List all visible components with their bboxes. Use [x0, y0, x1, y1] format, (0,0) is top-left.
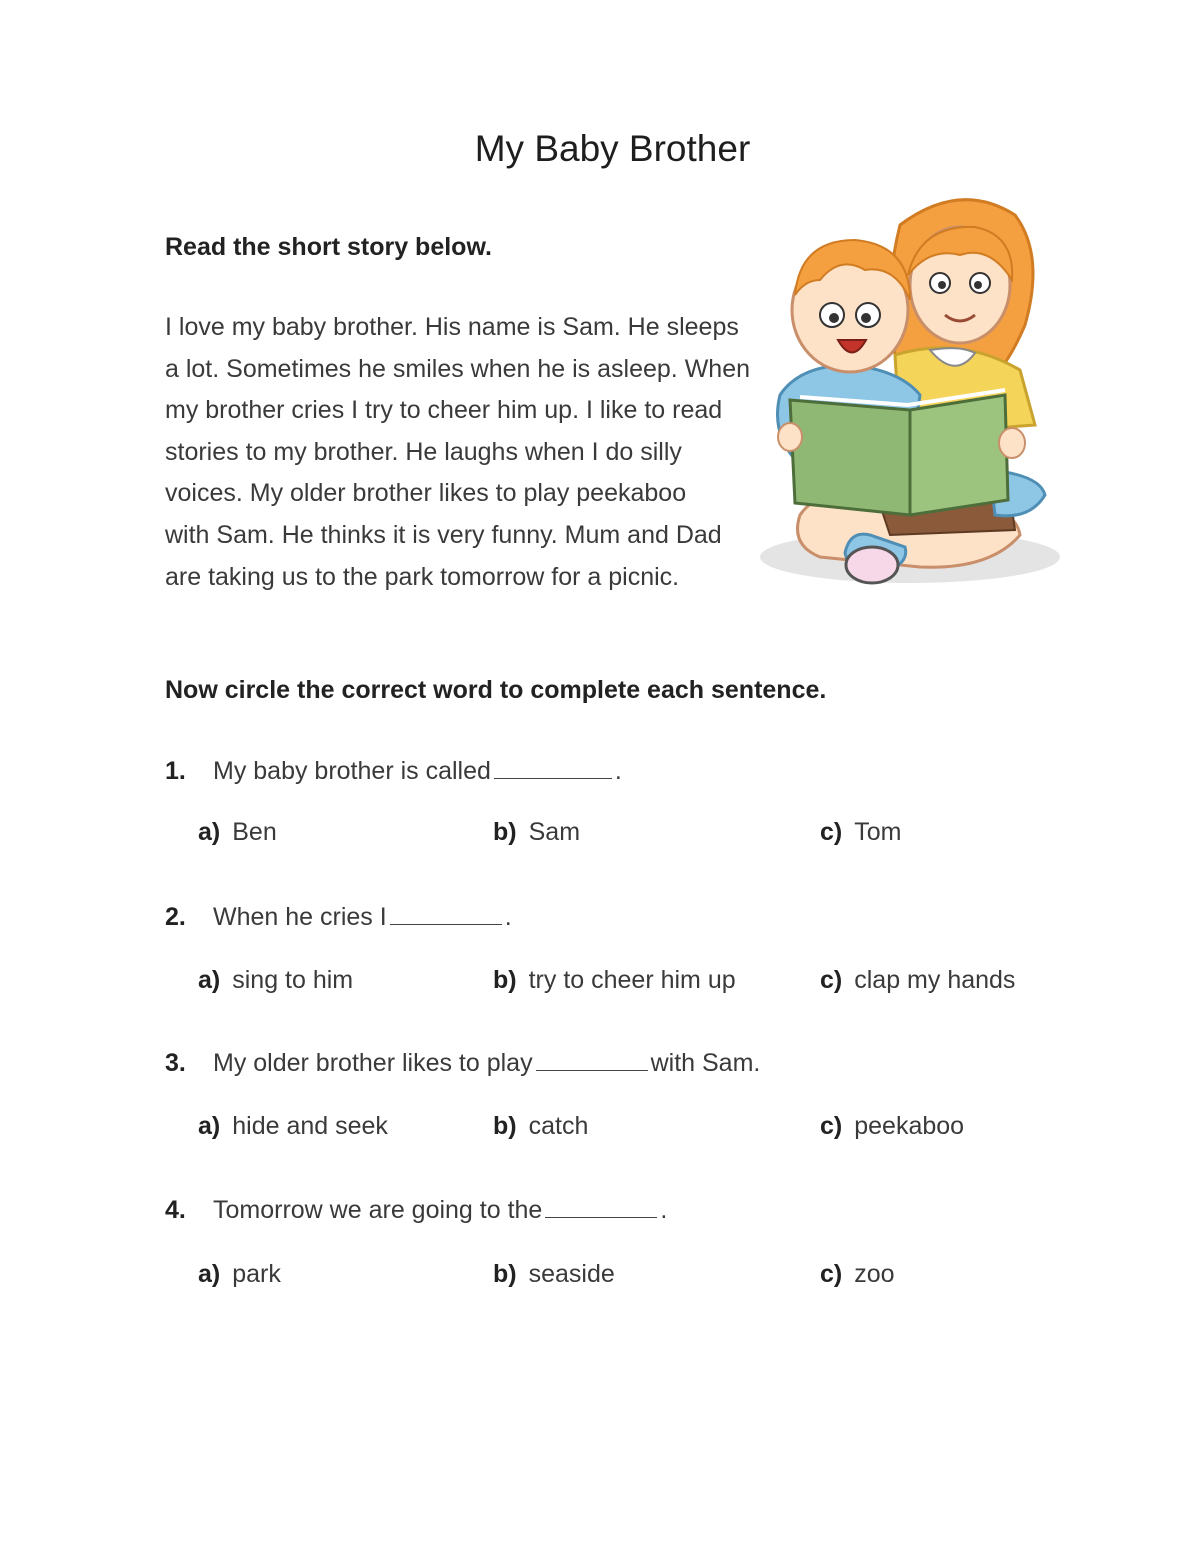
page-title: My Baby Brother [474, 128, 751, 169]
circle-instruction: Now circle the correct word to complete each sentence. [165, 676, 827, 704]
story-line: stories to my brother. He laughs when I do silly [165, 438, 682, 466]
question-text-end: . [504, 903, 512, 931]
option-letter: a) [198, 966, 221, 994]
story-line: voices. My older brother likes to play peekaboo [165, 479, 687, 507]
story-line: I love my baby brother. His name is Sam. He sleeps [165, 313, 739, 341]
option-4a[interactable] [198, 1260, 281, 1289]
option-2b[interactable] [493, 966, 736, 995]
option-text: sing to him [232, 966, 354, 994]
option-text: peekaboo [854, 1112, 965, 1140]
question-text: When he cries I [213, 903, 387, 931]
option-letter: c) [820, 1112, 843, 1140]
question-number: 1. [165, 757, 186, 785]
story-line: my brother cries I try to cheer him up. I like to read [165, 396, 723, 424]
story-line: are taking us to the park tomorrow for a picnic. [165, 563, 680, 591]
option-1b[interactable] [493, 818, 580, 847]
story-line: a lot. Sometimes he smiles when he is asleep. When [165, 355, 750, 383]
question-text: Tomorrow we are going to the [213, 1196, 543, 1224]
option-3b[interactable] [493, 1112, 588, 1141]
girl-reading-to-baby-illustration [760, 185, 1060, 605]
question-text-end: with Sam. [650, 1049, 761, 1077]
answer-blank [390, 924, 502, 925]
option-4b[interactable] [493, 1260, 615, 1289]
option-text: zoo [854, 1260, 895, 1288]
story-line: with Sam. He thinks it is very funny. Mum and Dad [165, 521, 722, 549]
option-1c[interactable] [820, 818, 901, 847]
option-letter: c) [820, 966, 843, 994]
option-letter: b) [493, 1260, 517, 1288]
option-letter: b) [493, 966, 517, 994]
option-letter: b) [493, 818, 517, 846]
option-letter: a) [198, 1260, 221, 1288]
question-number: 4. [165, 1196, 186, 1224]
option-3a[interactable] [198, 1112, 388, 1141]
question-text-end: . [660, 1196, 668, 1224]
option-4c[interactable] [820, 1260, 895, 1289]
option-text: catch [528, 1112, 589, 1140]
option-text: Ben [232, 818, 277, 846]
option-text: hide and seek [232, 1112, 388, 1140]
option-3c[interactable] [820, 1112, 964, 1141]
question-text: My baby brother is called [213, 757, 491, 785]
option-text: Sam [528, 818, 581, 846]
answer-blank [494, 778, 612, 779]
option-letter: c) [820, 1260, 843, 1288]
option-letter: b) [493, 1112, 517, 1140]
option-text: try to cheer him up [528, 966, 736, 994]
question-text: My older brother likes to play [213, 1049, 533, 1077]
answer-blank [536, 1070, 648, 1071]
option-text: clap my hands [854, 966, 1016, 994]
answer-blank [545, 1217, 657, 1218]
option-text: park [232, 1260, 281, 1288]
option-text: seaside [528, 1260, 615, 1288]
option-2c[interactable] [820, 966, 1015, 995]
option-letter: c) [820, 818, 843, 846]
option-text: Tom [854, 818, 902, 846]
question-number: 3. [165, 1049, 186, 1077]
option-1a[interactable] [198, 818, 277, 847]
read-instruction: Read the short story below. [165, 233, 492, 261]
option-letter: a) [198, 1112, 221, 1140]
option-2a[interactable] [198, 966, 353, 995]
option-letter: a) [198, 818, 221, 846]
question-number: 2. [165, 903, 186, 931]
question-text-end: . [614, 757, 622, 785]
